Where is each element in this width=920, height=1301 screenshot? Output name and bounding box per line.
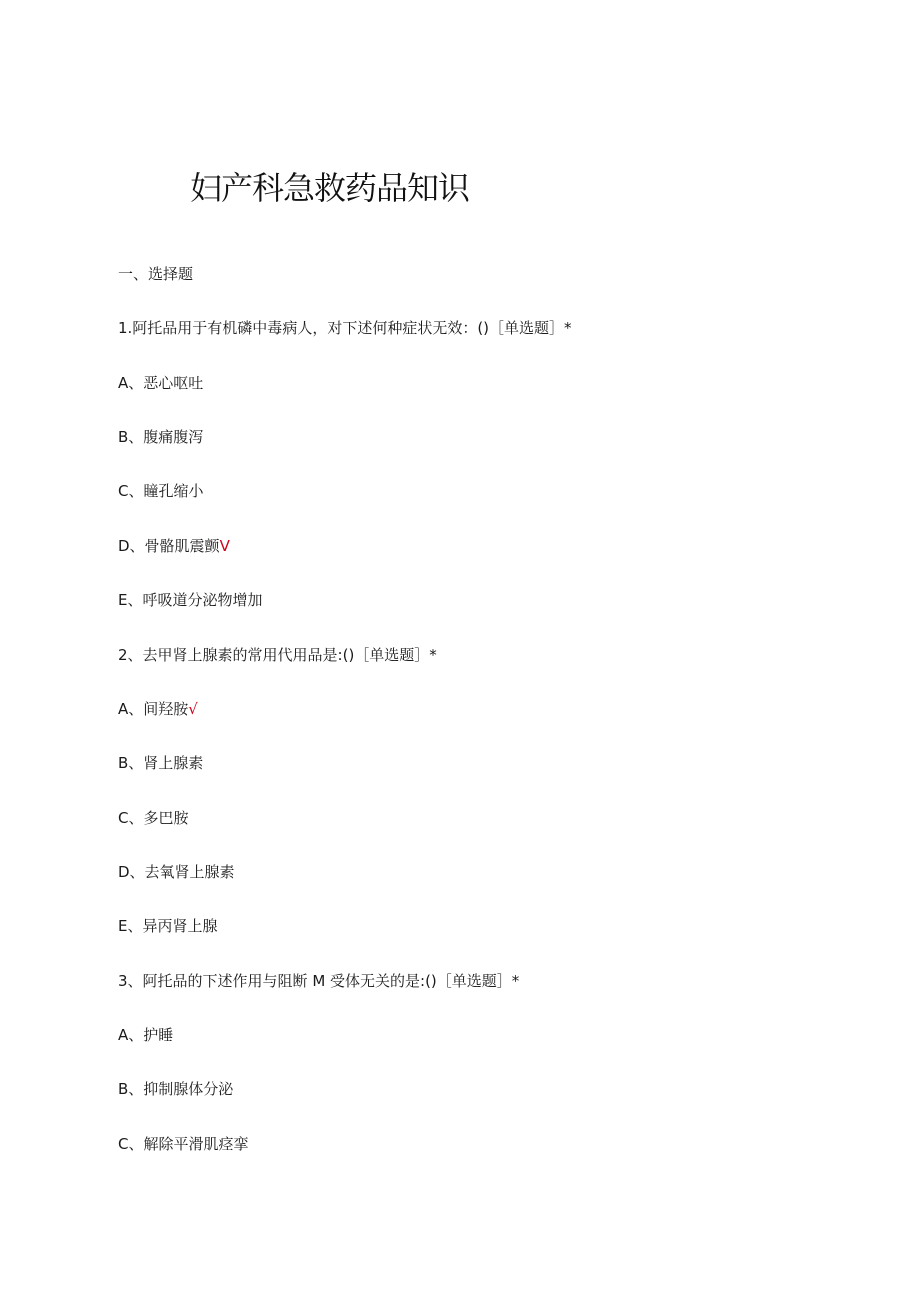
option-text: B、腹痛腹泻 <box>118 428 204 446</box>
option-text: D、骨骼肌震颤 <box>118 537 220 555</box>
q3-option-a <box>118 1025 173 1045</box>
question-text: 3、阿托品的下述作用与阻断 M 受体无关的是:()［单选题］* <box>118 972 520 990</box>
option-text: A、恶心呕吐 <box>118 374 204 392</box>
option-text: C、解除平滑肌痉挛 <box>118 1135 249 1153</box>
question-2 <box>118 645 437 665</box>
q2-option-b <box>118 753 203 773</box>
q2-option-a <box>118 699 198 719</box>
question-1 <box>118 318 572 338</box>
q3-option-c <box>118 1134 248 1154</box>
correct-answer-mark: V <box>219 537 230 555</box>
correct-answer-mark: √ <box>188 700 198 718</box>
option-text: B、抑制腺体分泌 <box>118 1080 234 1098</box>
q1-option-c <box>118 481 203 501</box>
option-text: C、多巴胺 <box>118 809 189 827</box>
q1-option-e <box>118 590 262 610</box>
q1-option-a <box>118 373 203 393</box>
q3-option-b <box>118 1079 233 1099</box>
option-text: E、异丙肾上腺 <box>118 917 218 935</box>
option-text: C、瞳孔缩小 <box>118 482 204 500</box>
q1-option-b <box>118 427 203 447</box>
q2-option-c <box>118 808 188 828</box>
option-text: A、护睡 <box>118 1026 174 1044</box>
option-text: E、呼吸道分泌物增加 <box>118 591 263 609</box>
q1-option-d <box>118 536 230 556</box>
option-text: A、间羟胺 <box>118 700 189 718</box>
q2-option-d <box>118 862 235 882</box>
question-3 <box>118 971 519 991</box>
option-text: B、肾上腺素 <box>118 754 204 772</box>
question-text: 2、去甲肾上腺素的常用代用品是:()［单选题］* <box>118 646 437 664</box>
option-text: D、去氧肾上腺素 <box>118 863 235 881</box>
question-text: 1.阿托品用于有机磷中毒病人，对下述何种症状无效：()［单选题］* <box>118 319 572 337</box>
section-heading: 一、选择题 <box>118 265 194 283</box>
page-title: 妇产科急救药品知识 <box>190 169 470 207</box>
q2-option-e <box>118 916 217 936</box>
